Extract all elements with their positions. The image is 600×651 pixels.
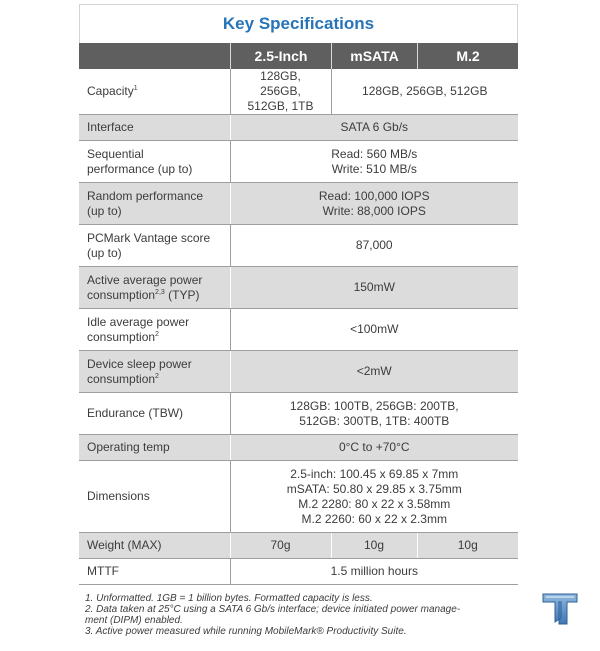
title-box — [79, 4, 518, 43]
cell-value: SATA 6 Gb/s — [230, 115, 518, 141]
table-row — [79, 393, 518, 435]
table-row — [79, 183, 518, 225]
table-row — [79, 559, 518, 585]
row-label — [79, 69, 230, 115]
cell-value: 70g — [230, 533, 331, 559]
footnote-ref: 1 — [133, 85, 138, 92]
footnote-2: 2. Data taken at 25°C using a SATA 6 Gb/s interface; device initiated power manage- ment (DIPM) enabled. — [85, 604, 461, 626]
row-label — [79, 309, 230, 351]
cell-value: 0°C to +70°C — [230, 435, 518, 461]
column-header-m2: M.2 — [417, 43, 518, 69]
table-row — [79, 435, 518, 461]
cell-value: Read: 100,000 IOPS Write: 88,000 IOPS — [230, 183, 518, 225]
cell-value: <2mW — [230, 351, 518, 393]
row-label: Endurance (TBW) — [79, 393, 230, 435]
row-label: MTTF — [79, 559, 230, 585]
table-row — [79, 461, 518, 533]
row-label — [79, 351, 230, 393]
footnote-ref: 2,3 — [155, 288, 165, 296]
page-title: Key Specifications — [222, 14, 375, 33]
label-text: Capacity — [87, 84, 134, 98]
footnote-ref: 2 — [155, 372, 159, 380]
table-row — [79, 533, 518, 559]
footnote-ref: 2 — [155, 330, 159, 338]
row-label: Random performance (up to) — [79, 183, 230, 225]
cell-value: 150mW — [230, 267, 518, 309]
tweaktown-logo-icon — [540, 588, 580, 628]
cell-value: <100mW — [230, 309, 518, 351]
spec-sheet — [79, 4, 518, 585]
spec-table — [79, 69, 518, 585]
footnote-1: 1. Unformatted. 1GB = 1 billion bytes. Formatted capacity is less. — [85, 593, 373, 604]
cell-value: 128GB: 100TB, 256GB: 200TB, 512GB: 300TB, 1TB: 400TB — [230, 393, 518, 435]
label-suffix: (TYP) — [164, 287, 200, 302]
table-row — [79, 141, 518, 183]
row-label: Interface — [79, 115, 230, 141]
row-label: Weight (MAX) — [79, 533, 230, 559]
cell-value: Read: 560 MB/s Write: 510 MB/s — [230, 141, 518, 183]
row-label: Operating temp — [79, 435, 230, 461]
cell-value: 1.5 million hours — [230, 559, 518, 585]
cell-value: 128GB, 256GB, 512GB — [331, 69, 518, 115]
table-row — [79, 267, 518, 309]
cell-value: 10g — [417, 533, 518, 559]
cell-value: 10g — [331, 533, 417, 559]
cell-value: 128GB, 256GB, 512GB, 1TB — [230, 69, 331, 115]
label-text: Idle average power consumption — [87, 314, 190, 344]
table-row — [79, 69, 518, 115]
row-label: PCMark Vantage score (up to) — [79, 225, 230, 267]
row-label: Sequential performance (up to) — [79, 141, 230, 183]
column-header-msata: mSATA — [331, 43, 417, 69]
row-label: Dimensions — [79, 461, 230, 533]
header-blank — [79, 43, 230, 69]
table-row — [79, 115, 518, 141]
label-text: Active average power consumption — [87, 272, 203, 302]
label-text: Device sleep power consumption — [87, 356, 192, 386]
column-header-row — [79, 43, 518, 69]
row-label — [79, 267, 230, 309]
table-row — [79, 225, 518, 267]
column-header-2-5-inch: 2.5-Inch — [230, 43, 331, 69]
footnote-3: 3. Active power measured while running MobileMark® Productivity Suite. — [85, 626, 407, 637]
cell-value: 2.5-inch: 100.45 x 69.85 x 7mm mSATA: 50.80 x 29.85 x 3.75mm M.2 2280: 80 x 22 x 3.58mm M.2 2260: 60 x 22 x 2.3mm — [230, 461, 518, 533]
table-row — [79, 351, 518, 393]
table-row — [79, 309, 518, 351]
cell-value: 87,000 — [230, 225, 518, 267]
footnotes — [85, 593, 515, 637]
